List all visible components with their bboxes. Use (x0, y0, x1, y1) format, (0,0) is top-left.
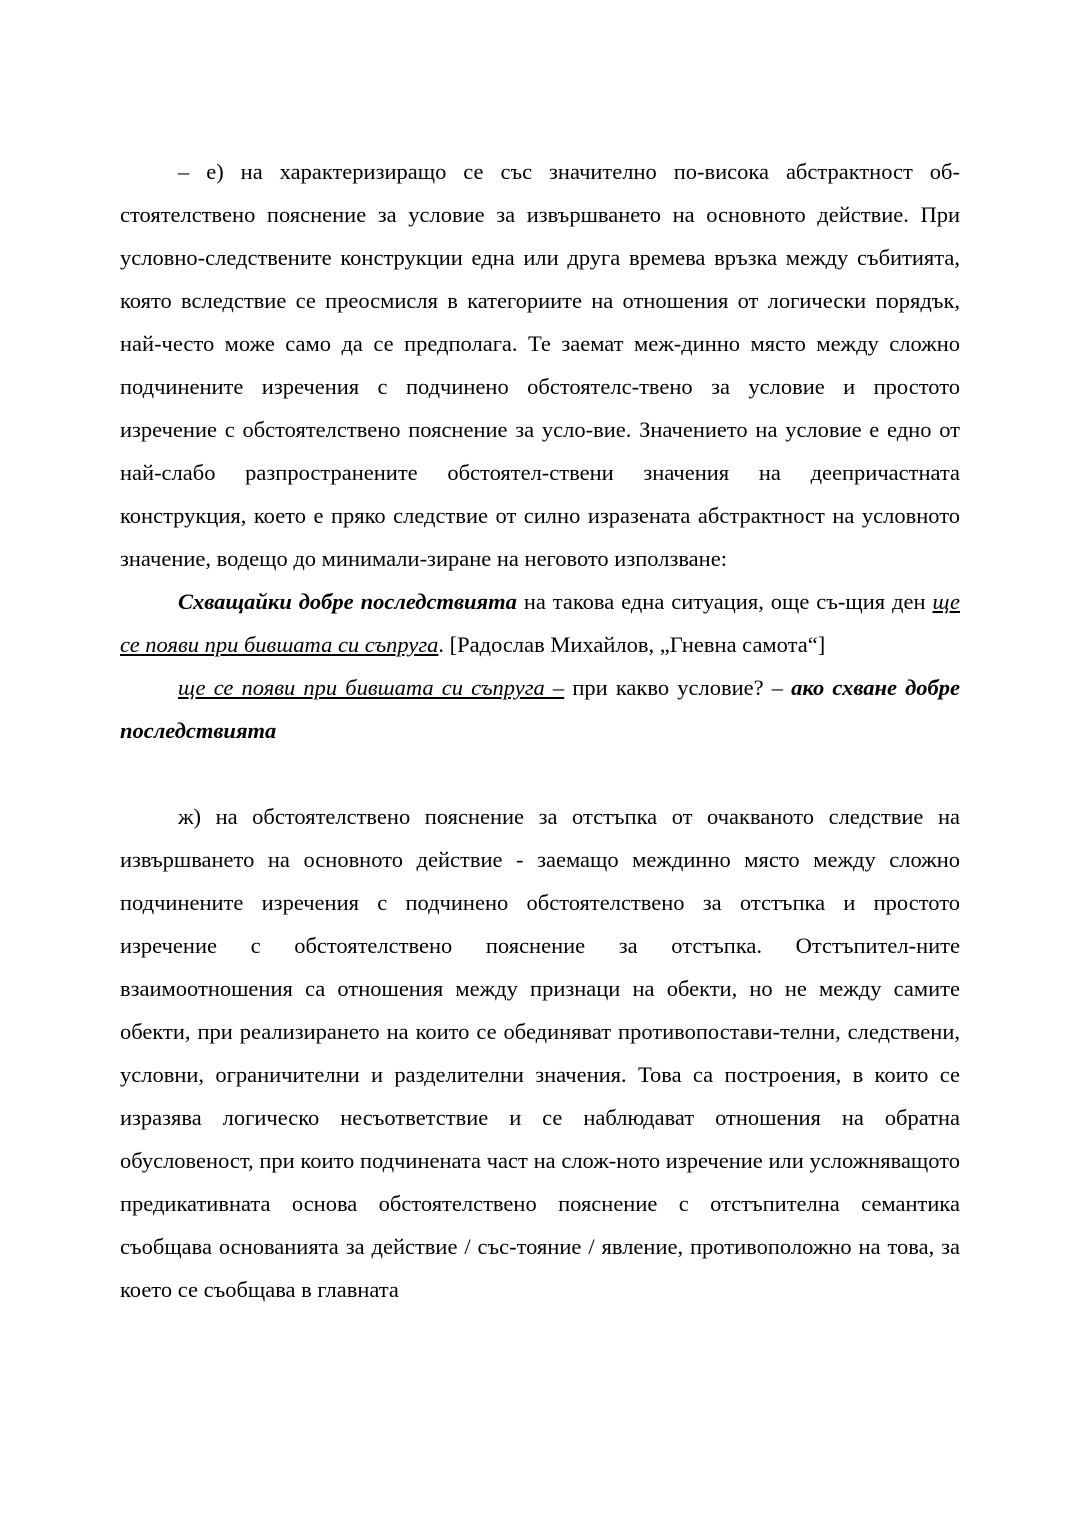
example-1: Схващайки добре последствията на такова една ситуация, още съ-щия ден ще се появи при бившата си съпруга. [Радослав Михайлов, „Гневна самота“] (120, 589, 960, 657)
text-run: Схващайки добре последствията (178, 589, 517, 614)
para-zh: ж) на обстоятелствено пояснение за отстъпка от очакваното следствие на извършването на основното действие - заемащо междинно място между сложно подчинените изречения с подчинено обстоятелствено за отстъпка и простото изречение с обстоятелствено пояснение за отстъпка. Отстъпител-ните взаимоотношения са отношения между признаци на обекти, но не между самите обекти, при реализирането на които се обединяват противопостави-телни, следствени, условни, ограничителни и разделителни значения. Това са построения, в които се изразява логическо несъответствие и се наблюдават отношения на обратна обусловеност, при които подчинената част на слож-ното изречение или усложняващото предикативната основа обстоятелствено пояснение с отстъпителна семантика съобщава основанията за действие / със-тояние / явление, противоположно на това, за което се съобщава в главната (120, 804, 960, 1302)
text-run: е) (206, 159, 224, 184)
text-run: условие (408, 202, 485, 227)
document-body (120, 150, 960, 1311)
text-run: ще се появи при бившата си съпруга – (178, 675, 565, 700)
para-e: – е) на характеризиращо се със значително по-висока абстрактност об-стоятелствено пояснение за условие за извършването на основното действие. При условно-следствените конструкции една или друга времева връзка между събитията, която вследствие се преосмисля в категориите на отношения от логически порядък, най-често може само да се предполага. Те заемат меж-динно място между сложно подчинените изречения с подчинено обстоятелс-твено за условие и простото изречение с обстоятелствено пояснение за усло-вие. Значението на условие е едно от най-слабо разпространените обстоятел-ствени значения на деепричастната конструкция, което е пряко следствие от силно изразената абстрактност на условното значение, водещо до минимали-зиране на неговото използване: (120, 159, 960, 571)
text-run: ж) (178, 804, 202, 829)
text-run: на такова една ситуация, още съ-щия ден (516, 589, 933, 614)
text-run: отстъпка (572, 804, 658, 829)
text-run: ако схване добре последствията (120, 675, 960, 743)
paragraph-spacer (120, 752, 960, 795)
example-1-analysis (120, 666, 960, 752)
text-run: ще се появи при бившата си съпруга (120, 589, 960, 657)
text-run: при какво условие? – (564, 675, 792, 700)
